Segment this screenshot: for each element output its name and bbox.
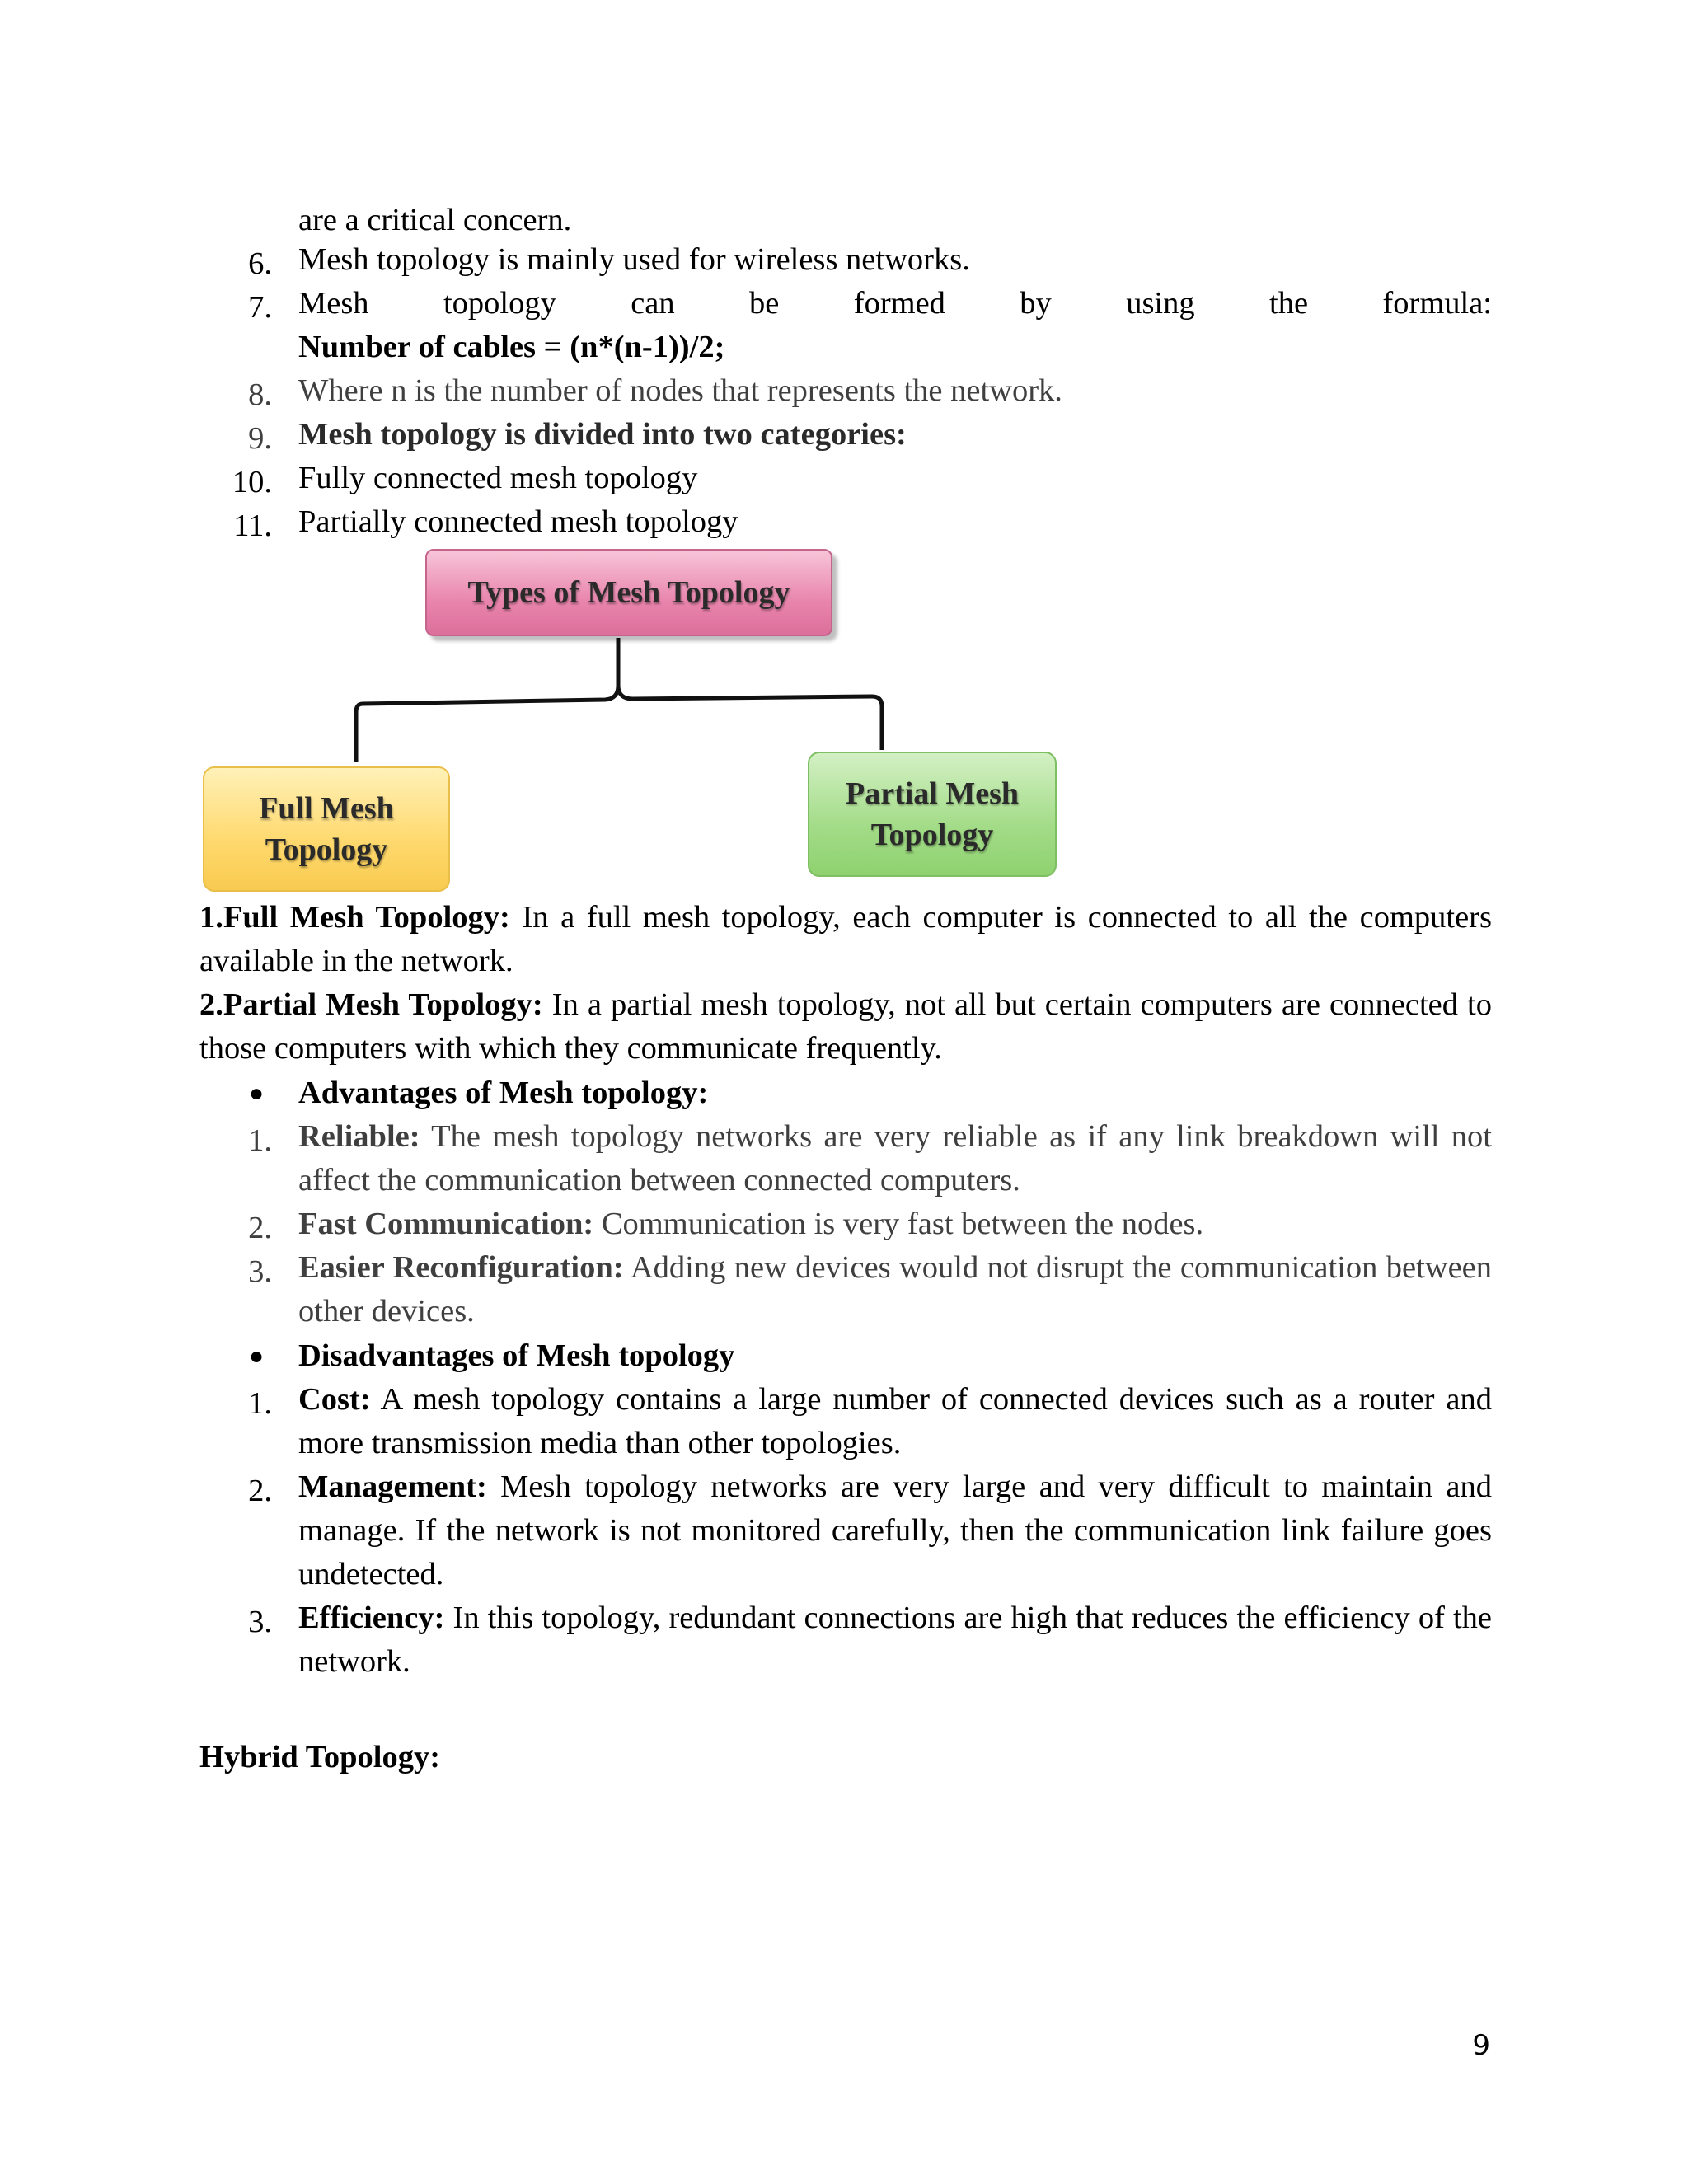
list-number: 6. bbox=[248, 246, 272, 281]
list-number: 7. bbox=[248, 290, 272, 325]
disadvantage-label: Management: bbox=[298, 1469, 487, 1504]
list-number: 10. bbox=[232, 465, 272, 499]
partial-mesh-text: In a partial mesh topology, not all but certain computers are connected to those computers with which they communicate frequently. bbox=[199, 987, 1492, 1066]
formula-text: Number of cables = (n*(n-1))/2; bbox=[298, 330, 725, 364]
advantage-item bbox=[298, 1115, 1492, 1202]
full-node-label-1: Full Mesh bbox=[259, 791, 394, 826]
disadvantages-heading: Disadvantages of Mesh topology bbox=[298, 1338, 735, 1373]
disadvantage-text: Mesh topology networks are very large and very difficult to maintain and manage. If the network is not monitored carefully, then the communication link failure goes undetected. bbox=[298, 1469, 1492, 1591]
types-of-mesh-topology-node bbox=[425, 549, 832, 636]
list-number: 2. bbox=[248, 1474, 272, 1508]
disadvantage-item bbox=[298, 1465, 1492, 1596]
advantage-text: Adding new devices would not disrupt the communication between other devices. bbox=[298, 1250, 1492, 1329]
advantage-label: Reliable: bbox=[298, 1119, 420, 1154]
continuation-text: are a critical concern. bbox=[298, 203, 572, 237]
list-number: 3. bbox=[248, 1254, 272, 1289]
page-number: 9 bbox=[1472, 2029, 1490, 2062]
advantage-text: The mesh topology networks are very reliable as if any link breakdown will not affect the communication between connected computers. bbox=[298, 1119, 1492, 1197]
partial-mesh-label: 2.Partial Mesh Topology: bbox=[199, 987, 543, 1022]
full-mesh-topology-node bbox=[203, 766, 450, 892]
list-number: 11. bbox=[233, 509, 272, 543]
disadvantage-text: In this topology, redundant connections are high that reduces the efficiency of the network. bbox=[298, 1601, 1492, 1679]
list-item: Where n is the number of nodes that represents the network. bbox=[298, 373, 1062, 408]
hybrid-topology-heading: Hybrid Topology: bbox=[199, 1740, 441, 1774]
list-number: 9. bbox=[248, 421, 272, 456]
disadvantage-item bbox=[298, 1378, 1492, 1465]
partial-node-label-2: Topology bbox=[870, 818, 994, 852]
bullet-icon: ● bbox=[249, 1343, 265, 1370]
advantage-item bbox=[298, 1246, 1492, 1333]
advantage-text: Communication is very fast between the nodes. bbox=[593, 1207, 1204, 1241]
partial-node-label-1: Partial Mesh bbox=[845, 776, 1019, 811]
connector-left bbox=[356, 638, 618, 762]
list-number: 8. bbox=[248, 377, 272, 412]
list-item: Mesh topology is mainly used for wireless networks. bbox=[298, 242, 970, 277]
list-number: 1. bbox=[248, 1123, 272, 1158]
full-mesh-text: In a full mesh topology, each computer is connected to all the computers available in the network. bbox=[199, 900, 1492, 978]
list-number: 2. bbox=[248, 1211, 272, 1245]
disadvantage-label: Cost: bbox=[298, 1382, 371, 1417]
advantages-heading: Advantages of Mesh topology: bbox=[298, 1076, 709, 1110]
root-node-label: Types of Mesh Topology bbox=[467, 575, 790, 610]
advantage-label: Easier Reconfiguration: bbox=[298, 1250, 624, 1285]
disadvantage-item bbox=[298, 1596, 1492, 1684]
list-number: 1. bbox=[248, 1386, 272, 1421]
bullet-icon: ● bbox=[249, 1080, 265, 1107]
list-item: Partially connected mesh topology bbox=[298, 504, 738, 539]
connector-right bbox=[618, 686, 882, 750]
disadvantage-text: A mesh topology contains a large number of connected devices such as a router and more transmission media than other topologies. bbox=[298, 1382, 1492, 1460]
full-node-label-2: Topology bbox=[265, 832, 388, 867]
list-item: Mesh topology is divided into two categories: bbox=[298, 417, 907, 452]
full-mesh-definition bbox=[199, 896, 1492, 983]
disadvantage-label: Efficiency: bbox=[298, 1601, 445, 1635]
advantage-item bbox=[298, 1202, 1492, 1246]
advantage-label: Fast Communication: bbox=[298, 1207, 594, 1241]
partial-mesh-definition bbox=[199, 983, 1492, 1071]
list-item: Mesh topology can be formed by using the formula: bbox=[298, 286, 1492, 321]
partial-mesh-topology-node bbox=[808, 752, 1057, 877]
list-number: 3. bbox=[248, 1605, 272, 1639]
full-mesh-label: 1.Full Mesh Topology: bbox=[199, 900, 510, 935]
list-item: Fully connected mesh topology bbox=[298, 461, 698, 495]
mesh-types-diagram bbox=[198, 546, 1071, 900]
